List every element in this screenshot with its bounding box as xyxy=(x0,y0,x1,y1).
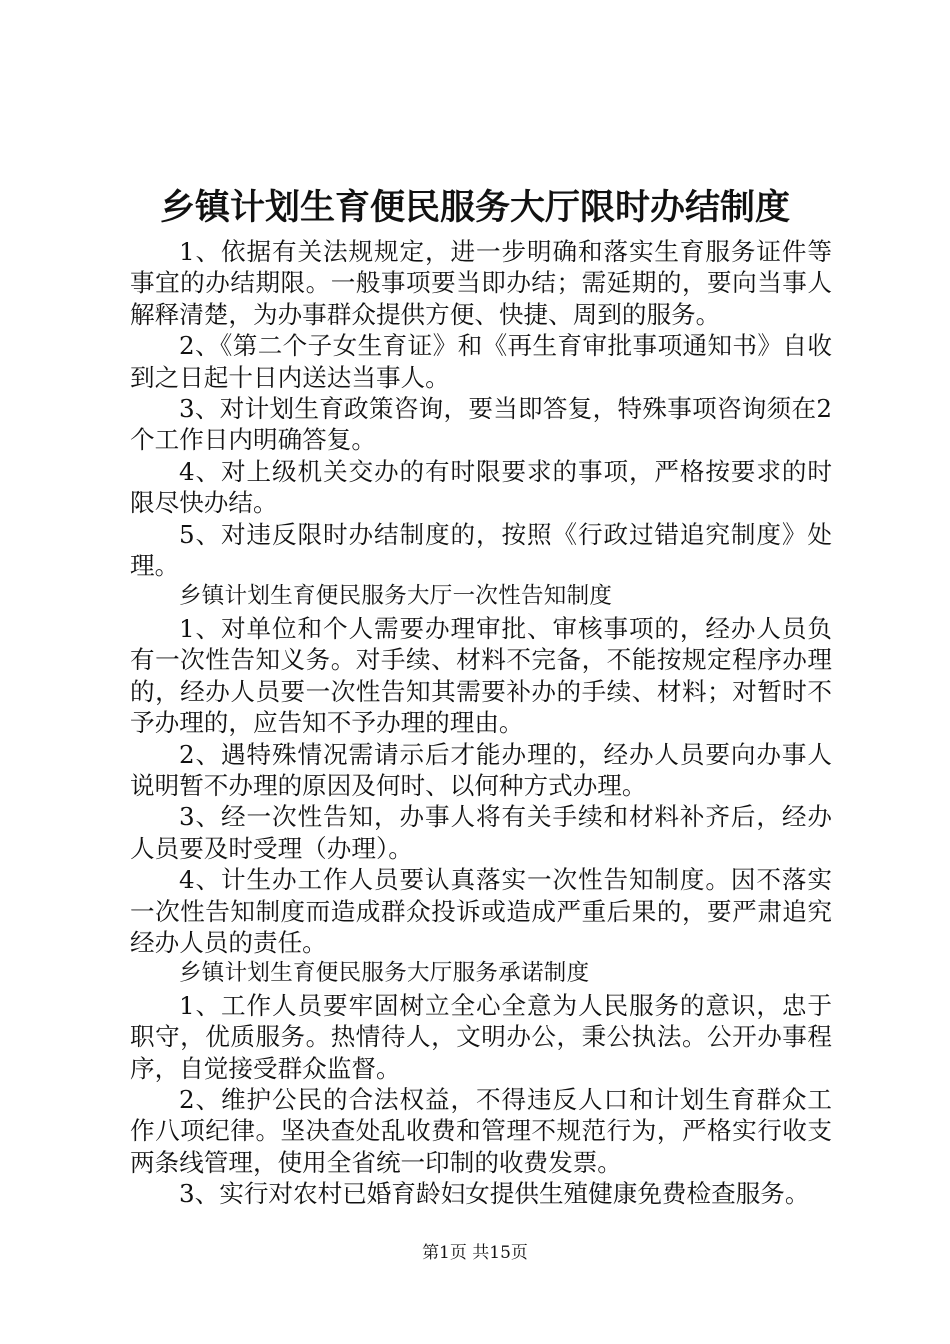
paragraph: 3、对计划生育政策咨询，要当即答复，特殊事项咨询须在2个工作日内明确答复。 xyxy=(130,394,832,455)
paragraph: 2、遇特殊情况需请示后才能办理的，经办人员要向办事人说明暂不办理的原因及何时、以何种方式办理。 xyxy=(130,739,832,800)
paragraph: 1、工作人员要牢固树立全心全意为人民服务的意识，忠于职守，优质服务。热情待人，文明办公，秉公执法。公开办事程序，自觉接受群众监督。 xyxy=(130,990,832,1083)
paragraph: 2、《第二个子女生育证》和《再生育审批事项通知书》自收到之日起十日内送达当事人。 xyxy=(130,331,832,392)
section-heading: 乡镇计划生育便民服务大厅一次性告知制度 xyxy=(179,583,613,610)
document-body xyxy=(130,236,832,1210)
paragraph: 3、经一次性告知，办事人将有关手续和材料补齐后，经办人员要及时受理（办理）。 xyxy=(130,802,832,863)
paragraph: 3、实行对农村已婚育龄妇女提供生殖健康免费检查服务。 xyxy=(179,1179,810,1209)
page-footer: 第1页 共15页 xyxy=(422,1243,528,1263)
paragraph: 2、维护公民的合法权益，不得违反人口和计划生育群众工作八项纪律。坚决查处乱收费和管理不规范行为，严格实行收支两条线管理，使用全省统一印制的收费发票。 xyxy=(130,1084,832,1177)
paragraph: 1、依据有关法规规定，进一步明确和落实生育服务证件等事宜的办结期限。一般事项要当即办结；需延期的，要向当事人解释清楚，为办事群众提供方便、快捷、周到的服务。 xyxy=(130,237,832,329)
paragraph: 4、对上级机关交办的有时限要求的事项，严格按要求的时限尽快办结。 xyxy=(130,456,832,518)
document-title: 乡镇计划生育便民服务大厅限时办结制度 xyxy=(159,187,790,228)
paragraph: 5、对违反限时办结制度的，按照《行政过错追究制度》处理。 xyxy=(130,519,832,581)
paragraph: 4、计生办工作人员要认真落实一次性告知制度。因不落实一次性告知制度而造成群众投诉或造成严重后果的，要严肃追究经办人员的责任。 xyxy=(130,865,832,957)
section-heading: 乡镇计划生育便民服务大厅服务承诺制度 xyxy=(179,960,590,987)
paragraph: 1、对单位和个人需要办理审批、审核事项的，经办人员负有一次性告知义务。对手续、材料不完备，不能按规定程序办理的，经办人员要一次性告知其需要补办的手续、材料；对暂时不予办理的，应告知不予办理的理由。 xyxy=(130,613,832,738)
